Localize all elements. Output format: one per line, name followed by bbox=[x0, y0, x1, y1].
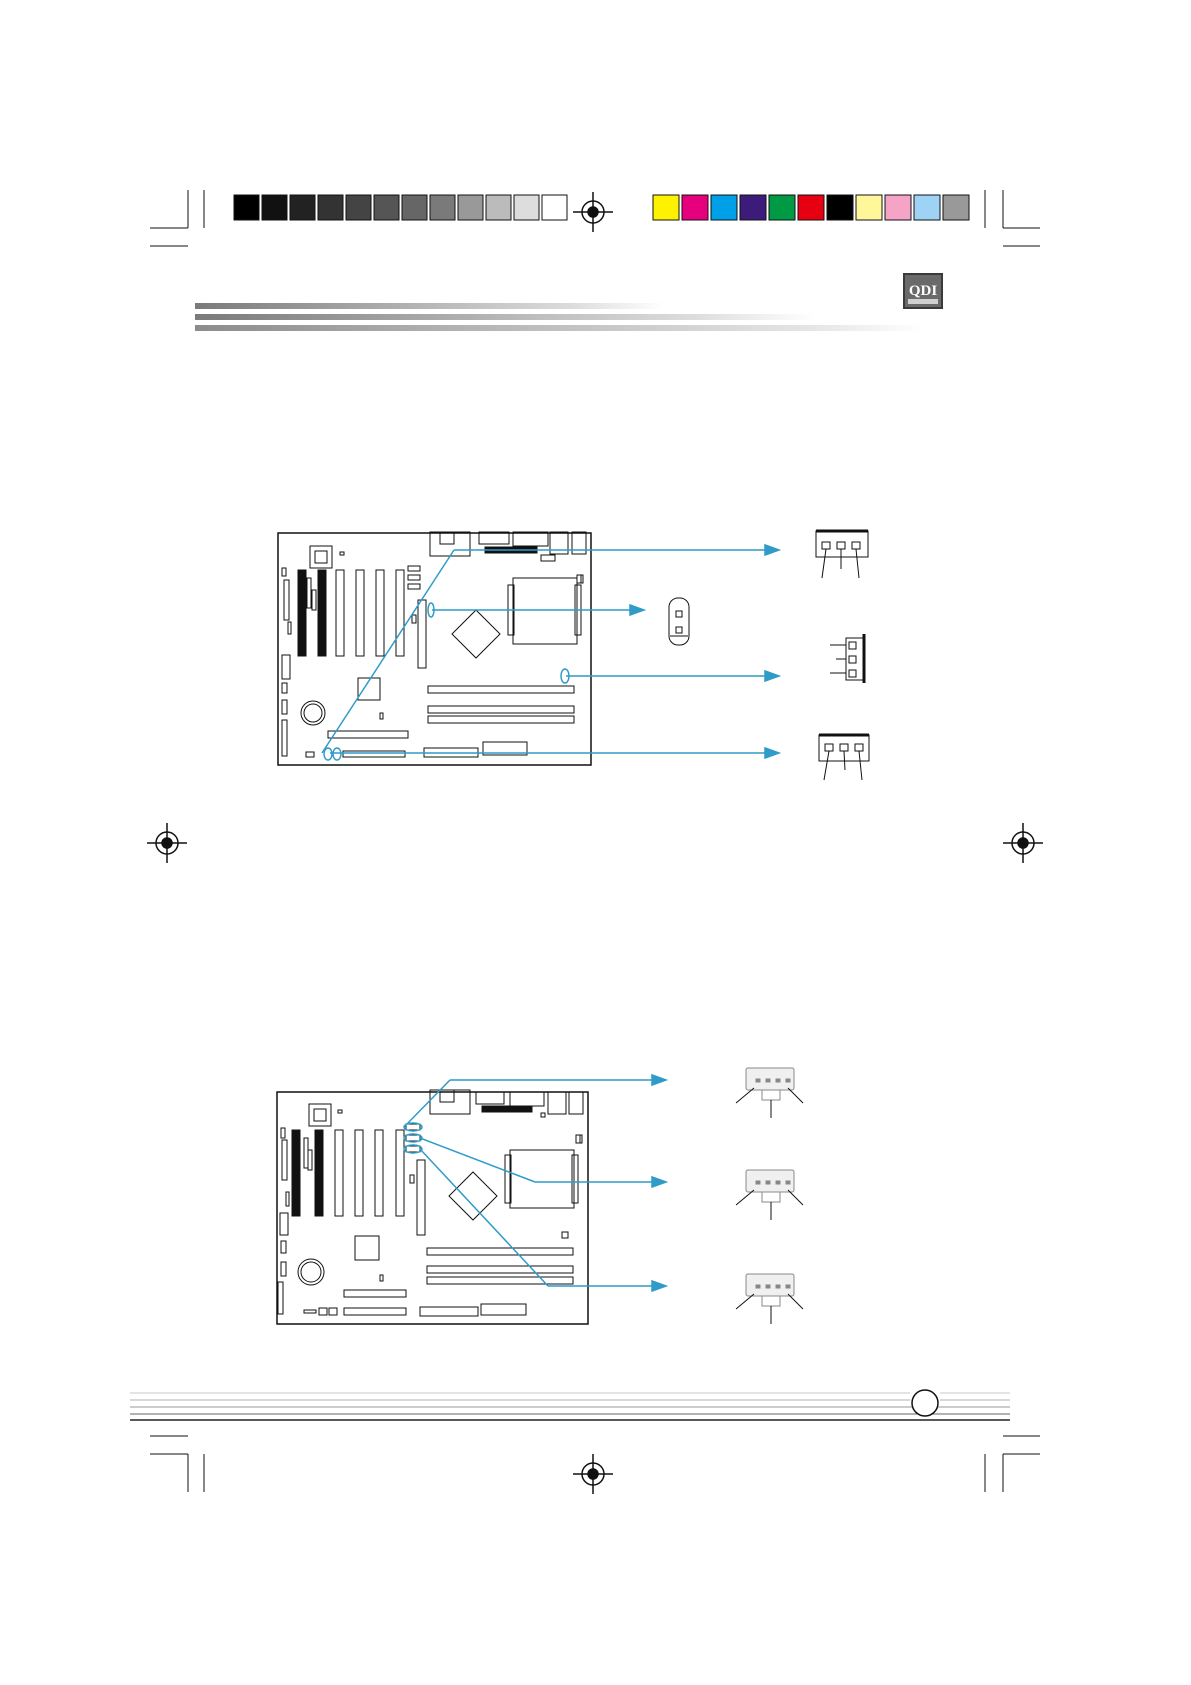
color-swatch-11 bbox=[943, 195, 969, 220]
gray-swatch-5 bbox=[346, 195, 371, 220]
header-stripes bbox=[195, 303, 925, 331]
color-swatch-10 bbox=[914, 195, 940, 220]
gray-swatch-12 bbox=[542, 195, 567, 220]
color-swatch-7 bbox=[827, 195, 853, 220]
gray-swatch-10 bbox=[486, 195, 511, 220]
grayscale-swatch-bar bbox=[234, 195, 567, 220]
color-swatch-9 bbox=[885, 195, 911, 220]
crop-marks-bottom bbox=[150, 1436, 1040, 1492]
color-swatch-3 bbox=[711, 195, 737, 220]
gray-swatch-11 bbox=[514, 195, 539, 220]
registration-target-top bbox=[573, 192, 613, 232]
color-swatch-bar bbox=[653, 195, 969, 220]
jumper-callout-bottom bbox=[819, 735, 869, 780]
gray-swatch-6 bbox=[374, 195, 399, 220]
motherboard-diagram-jumpers bbox=[278, 532, 591, 765]
qdi-logo bbox=[903, 273, 943, 309]
jumper-callout-top bbox=[816, 531, 868, 578]
gray-swatch-1 bbox=[234, 195, 259, 220]
gray-swatch-8 bbox=[430, 195, 455, 220]
page-number bbox=[912, 1390, 938, 1416]
motherboard-diagram-fan-connectors bbox=[277, 1090, 588, 1324]
jumper-leader-lines bbox=[322, 545, 779, 758]
fan-connector-callout-3 bbox=[736, 1274, 803, 1324]
fan-connector-callout-2 bbox=[736, 1170, 803, 1220]
registration-target-right bbox=[1003, 823, 1043, 863]
color-swatch-4 bbox=[740, 195, 766, 220]
svg-text:QDI: QDI bbox=[908, 283, 938, 299]
fan-leader-lines bbox=[404, 1075, 666, 1291]
jumper-callout-cap bbox=[669, 598, 689, 645]
gray-swatch-4 bbox=[318, 195, 343, 220]
gray-swatch-7 bbox=[402, 195, 427, 220]
color-swatch-2 bbox=[682, 195, 708, 220]
color-swatch-6 bbox=[798, 195, 824, 220]
jumper-callout-vertical bbox=[830, 634, 864, 683]
gray-swatch-3 bbox=[290, 195, 315, 220]
color-swatch-5 bbox=[769, 195, 795, 220]
color-swatch-1 bbox=[653, 195, 679, 220]
registration-target-bottom bbox=[573, 1454, 613, 1494]
gray-swatch-2 bbox=[262, 195, 287, 220]
fan-connector-callout-1 bbox=[736, 1068, 803, 1118]
gray-swatch-9 bbox=[458, 195, 483, 220]
color-swatch-8 bbox=[856, 195, 882, 220]
registration-target-left bbox=[147, 823, 187, 863]
footer-rules bbox=[130, 1393, 1010, 1420]
